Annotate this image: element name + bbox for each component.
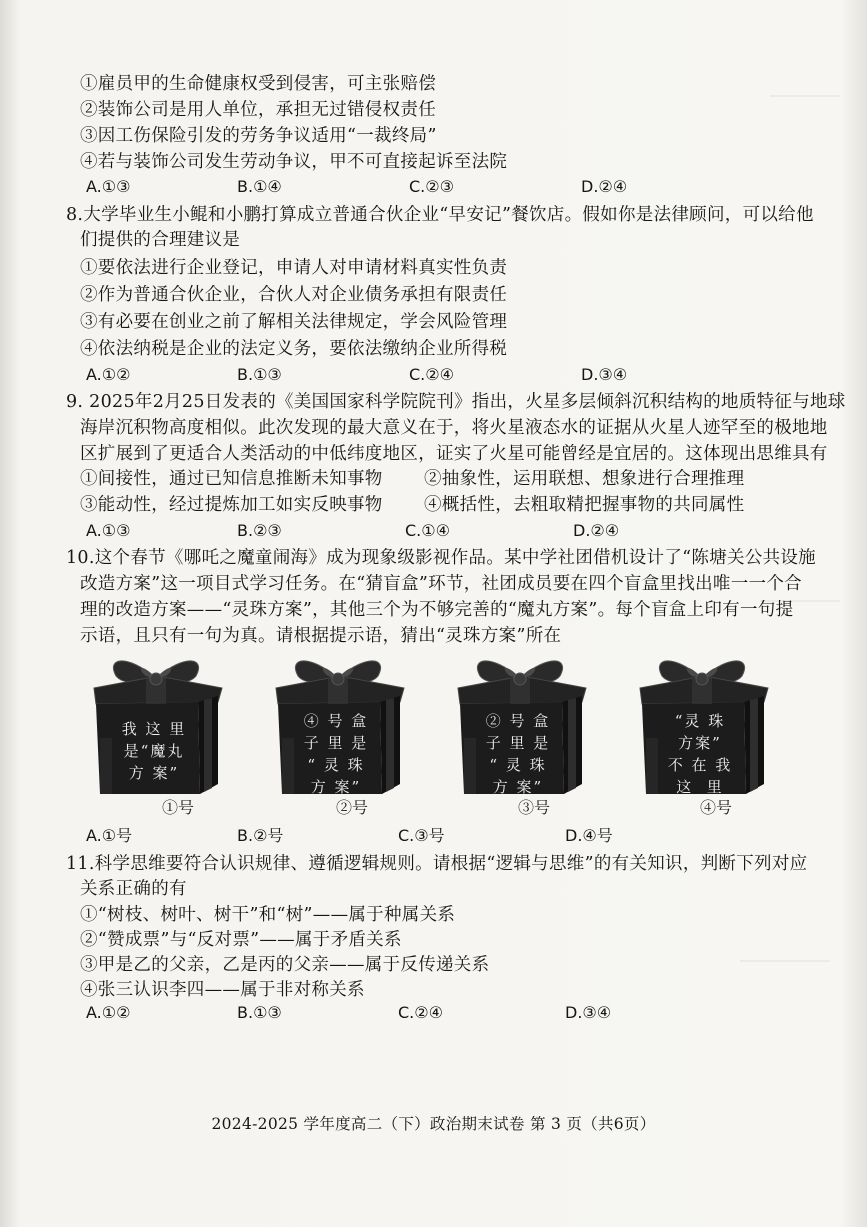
q8-statement-3: ③有必要在创业之前了解相关法律规定，学会风险管理 bbox=[80, 312, 508, 332]
q9-statement-4: ④概括性，去粗取精把握事物的共同属性 bbox=[424, 495, 745, 515]
gift-box-4 bbox=[632, 648, 772, 798]
q9-stem-line3: 区扩展到了更适合人类活动的中低纬度地区，证实了火星可能曾经是宜居的。这体现出思维具有 bbox=[80, 444, 828, 464]
q9-statement-3: ③能动性，经过提炼加工如实反映事物 bbox=[80, 495, 383, 515]
q10-option-c: C.③号 bbox=[398, 826, 445, 845]
q7-option-d: D.②④ bbox=[581, 177, 628, 196]
q9-statement-2: ②抽象性，运用联想、想象进行合理推理 bbox=[424, 469, 745, 489]
q7-statement-1: ①雇员甲的生命健康权受到侵害，可主张赔偿 bbox=[80, 74, 436, 94]
q10-option-a: A.①号 bbox=[86, 826, 133, 845]
bleed-mark bbox=[770, 95, 840, 97]
q11-statement-1: ①“树枝、树叶、树干”和“树”——属于种属关系 bbox=[80, 905, 456, 925]
gift-box-1 bbox=[86, 648, 226, 798]
q9-option-c: C.①④ bbox=[405, 521, 450, 540]
q9-option-b: B.②③ bbox=[237, 521, 282, 540]
bleed-mark bbox=[740, 960, 830, 962]
q10-stem-line2: 改造方案”这一项目式学习任务。在“猜盲盒”环节，社团成员要在四个盲盒里找出唯一一个合 bbox=[80, 574, 802, 594]
q7-option-a: A.①③ bbox=[86, 177, 131, 196]
q10-stem-line3: 理的改造方案——“灵珠方案”，其他三个为不够完善的“魔丸方案”。每个盲盒上印有一句提 bbox=[80, 600, 794, 620]
q8-statement-2: ②作为普通合伙企业，合伙人对企业债务承担有限责任 bbox=[80, 285, 508, 305]
q7-option-b: B.①④ bbox=[237, 177, 282, 196]
q8-stem-line1: 8.大学毕业生小鲲和小鹏打算成立普通合伙企业“早安记”餐饮店。假如你是法律顾问，可以给他 bbox=[66, 205, 814, 225]
q8-option-a: A.①② bbox=[86, 365, 131, 384]
q11-statement-4: ④张三认识李四——属于非对称关系 bbox=[80, 980, 365, 1000]
gift-box-hint: ② 号 盒 子 里 是 “ 灵 珠 方 案” bbox=[485, 712, 551, 796]
gift-box-caption: ②号 bbox=[335, 798, 368, 817]
q10-option-d: D.④号 bbox=[565, 826, 613, 845]
gift-box-2 bbox=[268, 648, 408, 798]
q10-option-b: B.②号 bbox=[237, 826, 284, 845]
q8-option-c: C.②④ bbox=[409, 365, 454, 384]
q8-option-d: D.③④ bbox=[581, 365, 628, 384]
gift-box-hint: 我 这 里 是“魔丸 方 案” bbox=[121, 720, 187, 782]
q9-statement-1: ①间接性，通过已知信息推断未知事物 bbox=[80, 469, 383, 489]
gift-box-caption: ③号 bbox=[517, 798, 550, 817]
q7-statement-2: ②装饰公司是用人单位，承担无过错侵权责任 bbox=[80, 100, 436, 120]
q11-statement-2: ②“赞成票”与“反对票”——属于矛盾关系 bbox=[80, 930, 402, 950]
q11-option-b: B.①③ bbox=[237, 1003, 282, 1022]
q7-statement-4: ④若与装饰公司发生劳动争议，甲不可直接起诉至法院 bbox=[80, 152, 508, 172]
page-footer: 2024-2025 学年度高二（下）政治期末试卷 第 3 页（共6页） bbox=[211, 1115, 656, 1133]
q8-statement-4: ④依法纳税是企业的法定义务，要依法缴纳企业所得税 bbox=[80, 339, 508, 359]
q10-stem-line1: 10.这个春节《哪吒之魔童闹海》成为现象级影视作品。某中学社团借机设计了“陈塘关公共设施 bbox=[66, 548, 816, 568]
q8-option-b: B.①③ bbox=[237, 365, 282, 384]
gift-box-caption: ④号 bbox=[699, 798, 732, 817]
q11-option-d: D.③④ bbox=[565, 1003, 612, 1022]
gift-box-hint: ④ 号 盒 子 里 是 “ 灵 珠 方 案” bbox=[303, 712, 369, 796]
q10-stem-line4: 示语，且只有一句为真。请根据提示语，猜出“灵珠方案”所在 bbox=[80, 626, 562, 646]
q9-option-a: A.①③ bbox=[86, 521, 131, 540]
q9-stem-line1: 9. 2025年2月25日发表的《美国国家科学院院刊》指出，火星多层倾斜沉积结构的地质特征与地球 bbox=[66, 392, 846, 412]
gift-box-3 bbox=[450, 648, 590, 798]
q8-statement-1: ①要依法进行企业登记，申请人对申请材料真实性负责 bbox=[80, 258, 508, 278]
q7-option-c: C.②③ bbox=[409, 177, 454, 196]
q9-stem-line2: 海岸沉积物高度相似。此次发现的最大意义在于，将火星液态水的证据从火星人迹罕至的极地地 bbox=[80, 418, 828, 438]
q11-option-a: A.①② bbox=[86, 1003, 131, 1022]
q11-statement-3: ③甲是乙的父亲，乙是丙的父亲——属于反传递关系 bbox=[80, 955, 490, 975]
q11-stem-line2: 关系正确的有 bbox=[80, 879, 187, 899]
q11-stem-line1: 11.科学思维要符合认识规律、遵循逻辑规则。请根据“逻辑与思维”的有关知识，判断下列对应 bbox=[66, 854, 808, 874]
q7-statement-3: ③因工伤保险引发的劳务争议适用“一裁终局” bbox=[80, 126, 437, 146]
q11-option-c: C.②④ bbox=[398, 1003, 443, 1022]
q9-option-d: D.②④ bbox=[573, 521, 620, 540]
q8-stem-line2: 们提供的合理建议是 bbox=[80, 230, 241, 250]
gift-box-hint: “灵 珠 方案” 不 在 我 这 里 bbox=[667, 712, 733, 796]
gift-box-caption: ①号 bbox=[161, 798, 194, 817]
